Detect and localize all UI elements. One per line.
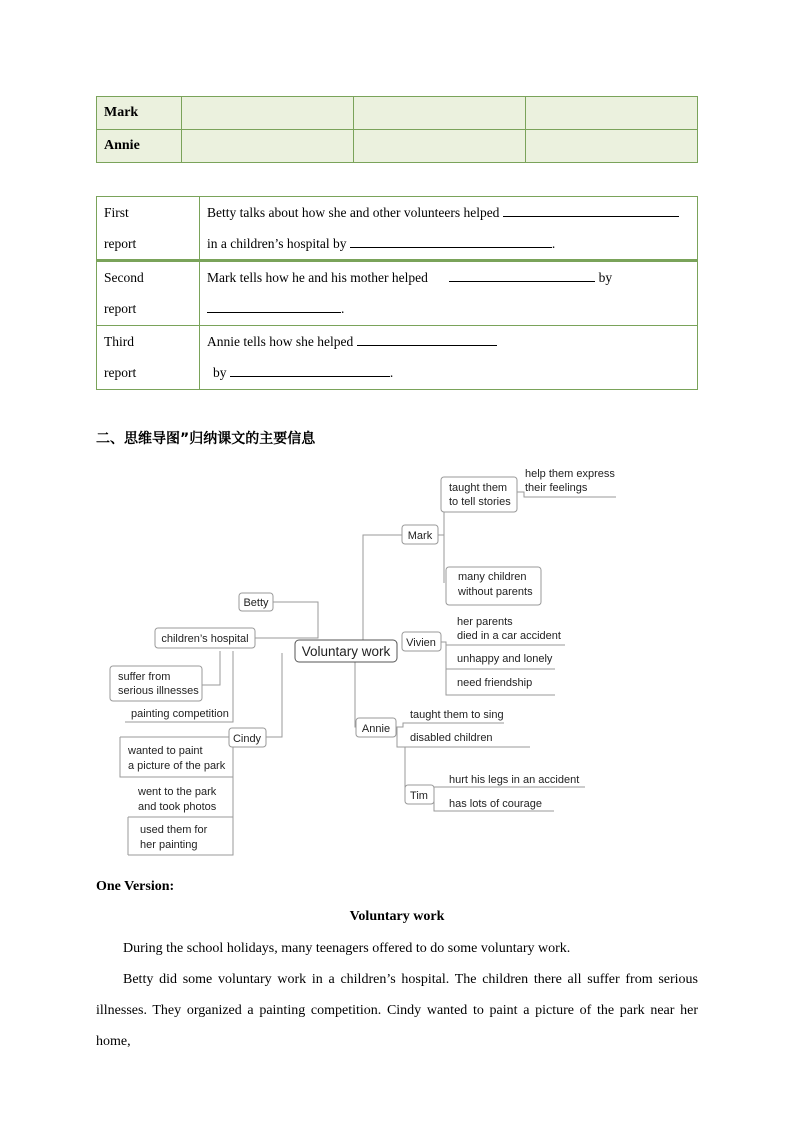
report-text: by <box>598 270 613 285</box>
leaf-label: need friendship <box>457 677 533 689</box>
leaf-label: her painting <box>140 839 198 851</box>
leaf-label: their feelings <box>525 482 588 494</box>
node-label: suffer from <box>118 671 171 683</box>
node-label: taught them <box>449 482 508 494</box>
report-label-line2: report <box>104 365 137 380</box>
node-label: many children <box>458 571 527 583</box>
table-cell[interactable] <box>354 130 526 163</box>
essay-title: Voluntary work <box>349 909 445 924</box>
node-annie[interactable] <box>356 718 396 737</box>
node-vivien[interactable] <box>402 632 441 651</box>
report-content <box>200 197 698 261</box>
node-tim[interactable] <box>405 785 434 804</box>
table-cell[interactable] <box>526 130 698 163</box>
answer-blank[interactable] <box>449 267 595 282</box>
table-cell[interactable] <box>182 97 354 130</box>
report-label-line1: Third <box>104 334 134 349</box>
report-text: Mark tells how he and his mother helped <box>207 270 428 285</box>
report-label <box>97 326 200 390</box>
node-hospital[interactable] <box>155 628 255 648</box>
table-row <box>97 97 698 130</box>
report-punct: . <box>551 236 556 251</box>
leaf-label: hurt his legs in an accident <box>449 774 580 786</box>
table-cell[interactable] <box>354 97 526 130</box>
table-row <box>97 130 698 163</box>
node-label: Tim <box>410 790 428 802</box>
leaf-label: and took photos <box>138 801 217 813</box>
node-label: Mark <box>407 530 433 542</box>
section-title: 二、思维导图”归纳课文的主要信息 <box>96 431 316 447</box>
essay-paragraph: Betty did some voluntary work in a children’s hospital. The children there all suffer from serious illnesses. They organized a painting competition. Cindy wanted to paint a picture of the park near her home, <box>96 972 698 1049</box>
node-label: children’s hospital <box>161 633 249 645</box>
report-row <box>97 261 698 326</box>
center-label: Voluntary work <box>301 644 391 659</box>
table-cell[interactable] <box>182 130 354 163</box>
node-label: Vivien <box>406 637 436 649</box>
report-text: in a children’s hospital by <box>207 236 347 251</box>
report-label-line1: First <box>104 205 129 220</box>
report-content <box>200 326 698 390</box>
node-label: to tell stories <box>449 496 511 508</box>
table-cell[interactable] <box>526 97 698 130</box>
report-punct: . <box>341 301 345 316</box>
leaf-label: unhappy and lonely <box>457 653 553 665</box>
volunteer-table <box>96 96 698 163</box>
answer-blank[interactable] <box>230 362 390 377</box>
report-punct: . <box>389 365 394 380</box>
node-label: Betty <box>243 597 269 609</box>
row-name: Annie <box>97 130 182 163</box>
node-label: Cindy <box>232 733 262 745</box>
node-mark-taught[interactable] <box>441 477 517 512</box>
reports-table <box>96 196 698 390</box>
report-label <box>97 197 200 261</box>
report-text: Annie tells how she helped <box>207 334 354 349</box>
leaf-label: went to the park <box>138 786 217 798</box>
report-row <box>97 326 698 390</box>
answer-blank[interactable] <box>207 298 341 313</box>
row-name: Mark <box>97 97 182 130</box>
node-label: without parents <box>458 586 533 598</box>
leaf-label: a picture of the park <box>128 760 226 772</box>
leaf-label: her parents <box>457 616 513 628</box>
node-betty[interactable] <box>239 593 273 611</box>
answer-blank[interactable] <box>357 331 497 346</box>
leaf-label: disabled children <box>410 732 493 744</box>
report-label-line2: report <box>104 236 137 251</box>
leaf-label: wanted to paint <box>128 745 203 757</box>
node-mark-children[interactable] <box>446 567 541 605</box>
report-label <box>97 261 200 326</box>
leaf-label: used them for <box>140 824 208 836</box>
mind-map <box>0 455 794 865</box>
node-mark[interactable] <box>402 525 438 544</box>
node-cindy[interactable] <box>229 728 266 747</box>
report-content <box>200 261 698 326</box>
report-text: by <box>213 365 227 380</box>
leaf-label: taught them to sing <box>410 709 504 721</box>
answer-blank[interactable] <box>350 233 552 248</box>
leaf-label: help them express <box>525 468 615 480</box>
report-text: Betty talks about how she and other volunteers helped <box>207 205 500 220</box>
node-label: serious illnesses <box>118 685 199 697</box>
essay-paragraph: During the school holidays, many teenagers offered to do some voluntary work. <box>123 941 571 956</box>
node-label: Annie <box>361 723 391 735</box>
center-node[interactable] <box>295 640 397 662</box>
leaf-label: painting competition <box>131 708 229 720</box>
report-label-line2: report <box>104 301 137 316</box>
answer-blank[interactable] <box>503 202 679 217</box>
node-suffer[interactable] <box>110 666 202 701</box>
leaf-label: has lots of courage <box>449 798 542 810</box>
version-label: One Version: <box>96 879 175 894</box>
report-label-line1: Second <box>104 270 144 285</box>
report-row <box>97 197 698 261</box>
leaf-label: died in a car accident <box>457 630 561 642</box>
